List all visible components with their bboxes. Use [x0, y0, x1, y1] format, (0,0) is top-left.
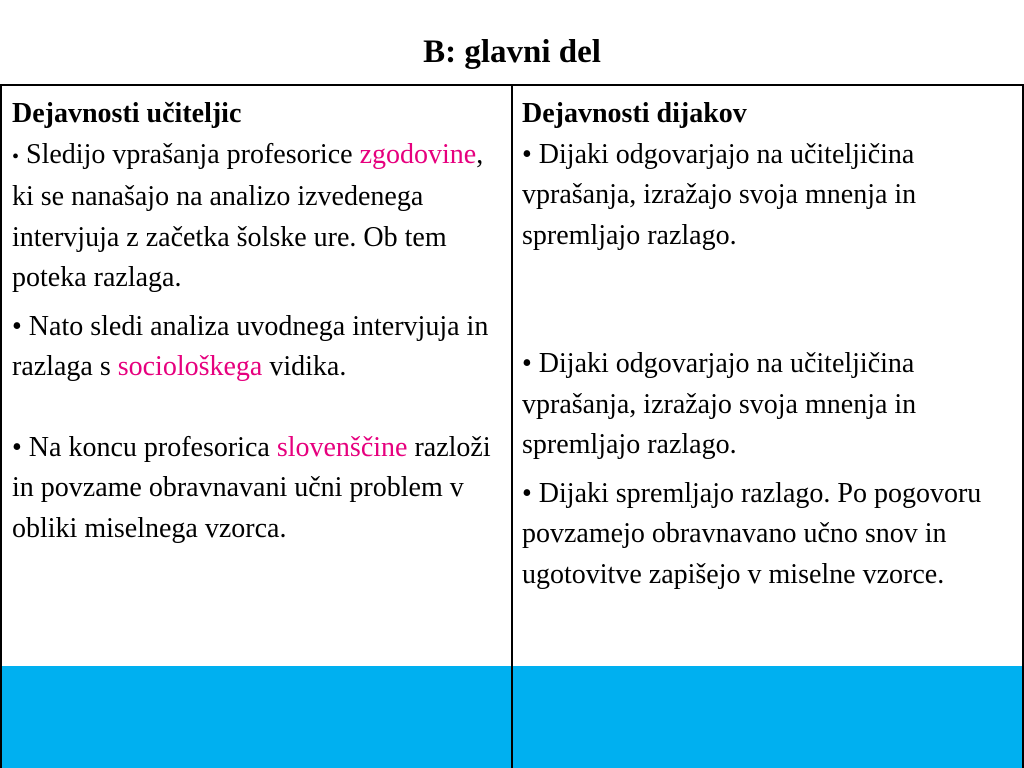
student-activities-column: [522, 94, 1014, 595]
teacher-activities-column: [12, 94, 502, 549]
teacher-activity-3: • Na koncu profesorica slovenščine razloži in povzame obravnavani učni problem v obliki miselnega vzorca.: [12, 431, 491, 544]
student-activity-3: • Dijaki spremljajo razlago. Po pogovoru povzamejo obravnavano učno snov in ugotovitve zapišejo v miselne vzorce.: [522, 477, 982, 590]
subject-history: zgodovine: [359, 138, 477, 170]
slide-title: B: glavni del: [423, 34, 601, 70]
teacher-activity-2: • Nato sledi analiza uvodnega intervjuja in razlaga s sociološkega vidika.: [12, 310, 489, 382]
student-activities-heading: Dejavnosti dijakov: [522, 98, 747, 129]
teacher-activities-heading: Dejavnosti učiteljic: [12, 98, 242, 129]
table-border-left: [0, 84, 2, 768]
student-activity-2: • Dijaki odgovarjajo na učiteljičina vprašanja, izražajo svoja mnenja in spremljajo razlago.: [522, 348, 917, 460]
subject-slovenian: slovenščine: [276, 431, 408, 463]
student-activity-1: • Dijaki odgovarjajo na učiteljičina vprašanja, izražajo svoja mnenja in spremljajo razlago.: [522, 138, 917, 251]
table-divider: [511, 84, 513, 768]
subject-sociology: sociološkega: [117, 351, 263, 382]
teacher-activity-1: • Sledijo vprašanja profesorice zgodovine, ki se nanašajo na analizo izvedenega intervjuja z začetka šolske ure. Ob tem poteka razlaga.: [12, 138, 484, 293]
bullet-icon: •: [12, 145, 20, 168]
